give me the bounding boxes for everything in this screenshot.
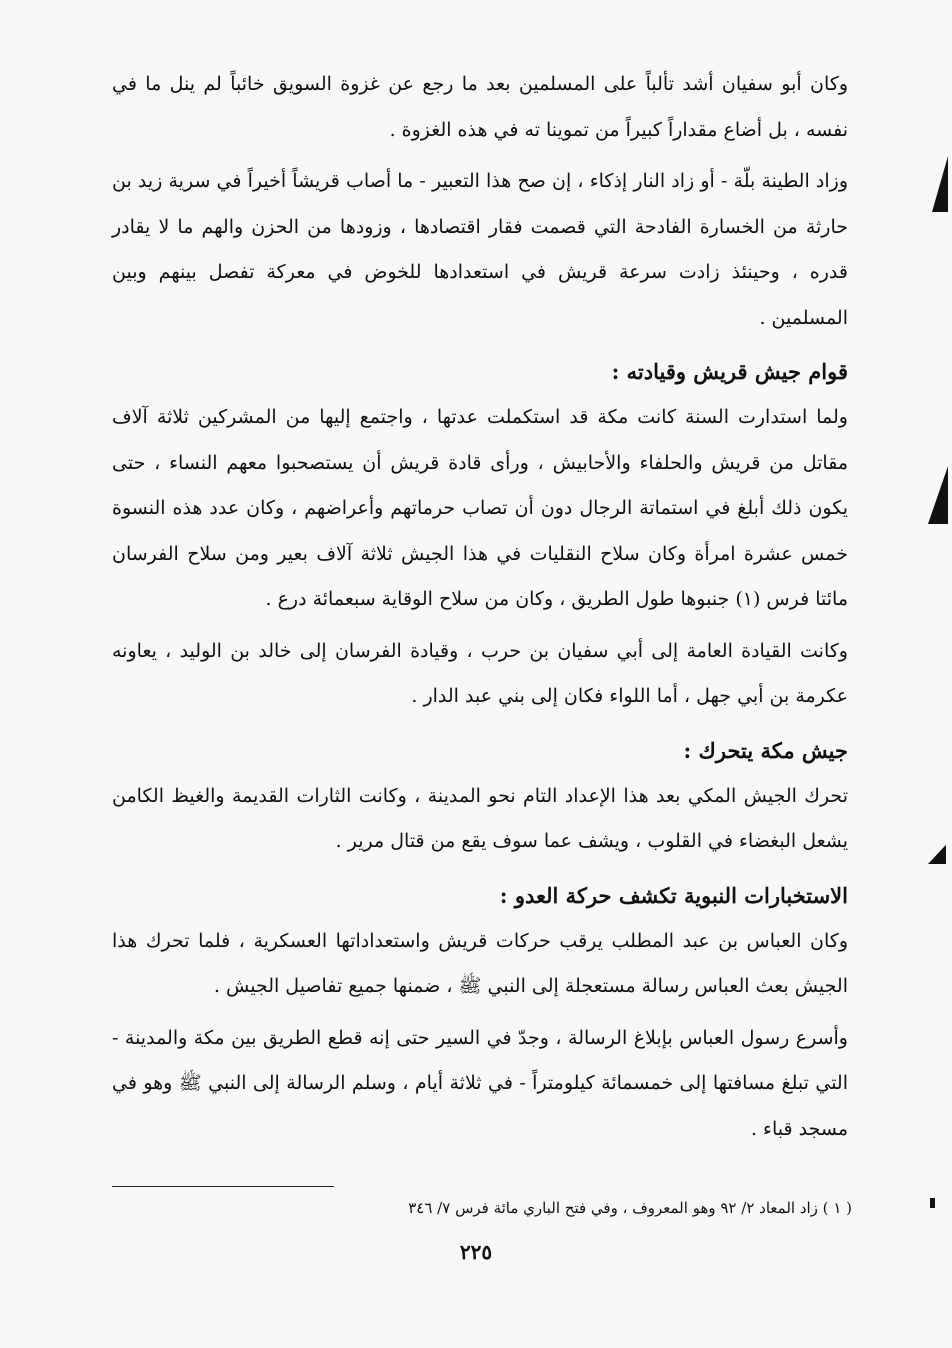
footnote: ( ١ ) زاد المعاد ٢/ ٩٢ وهو المعروف ، وفي فتح الباري مائة فرس ٧/ ٣٤٦ bbox=[408, 1199, 852, 1217]
paragraph-leadership: وكانت القيادة العامة إلى أبي سفيان بن حرب ، وقيادة الفرسان إلى خالد بن الوليد ، يعاونه عكرمة بن أبي جهل ، أما اللواء فكان إلى بني عبد الدار . bbox=[112, 639, 848, 707]
paragraph-abbas-letter: وكان العباس بن عبد المطلب يرقب حركات قريش واستعداداتها العسكرية ، فلما تحرك هذا الجيش بعث العباس رسالة مستعجلة إلى النبي ﷺ ، ضمنها جميع تفاصيل الجيش . bbox=[112, 929, 848, 997]
paragraph-messenger: وأسرع رسول العباس بإبلاغ الرسالة ، وجدّ في السير حتى إنه قطع الطريق بين مكة والمدينة - التي تبلغ مسافتها إلى خمسمائة كيلومتراً - في ثلاثة أيام ، وسلم الرسالة إلى النبي ﷺ وهو في مسجد قباء . bbox=[112, 1026, 848, 1140]
page-number: ٢٢٥ bbox=[459, 1240, 493, 1264]
paragraph-army-composition: ولما استدارت السنة كانت مكة قد استكملت عدتها ، واجتمع إليها من المشركين ثلاثة آلاف مقاتل من قريش والحلفاء والأحابيش ، ورأى قادة قريش أن يستصحبوا معهم النساء ، حتى يكون ذلك أبلغ في استماتة الرجال دون أن تصاب حرماتهم وأعراضهم ، وكان عدد هذه النسوة خمس عشرة امرأة وكان سلاح النقليات في هذا الجيش ثلاثة آلاف بعير ومن سلاح الفرسان مائتا فرس (١) جنبوها طول الطريق ، وكان من سلاح الوقاية سبعمائة درع . bbox=[112, 406, 848, 610]
margin-mark bbox=[930, 1198, 935, 1208]
heading-intelligence: الاستخبارات النبوية تكشف حركة العدو : bbox=[499, 882, 848, 908]
paragraph-abu-sufyan: وكان أبو سفيان أشد تألباً على المسلمين بعد ما رجع عن غزوة السويق خائباً لم ينل ما في نفسه ، بل أضاع مقداراً كبيراً من تموينا ته في هذه الغزوة . bbox=[112, 73, 848, 141]
heading-quraysh-army: قوام جيش قريش وقيادته : bbox=[611, 359, 848, 384]
paragraph-army-moves: تحرك الجيش المكي بعد هذا الإعداد التام نحو المدينة ، وكانت الثارات القديمة والغيظ الكامن يشعل البغضاء في القلوب ، ويشف عما سوف يقع من قتال مرير . bbox=[112, 784, 848, 852]
page-body bbox=[112, 62, 848, 1152]
paragraph-zayd-expedition: وزاد الطينة بلّة - أو زاد النار إذكاء ، إن صح هذا التعبير - ما أصاب قريشاً أخيراً في سرية زيد بن حارثة من الخسارة الفادحة التي قصمت فقار اقتصادها ، وزودها من الحزن والهم ما لا يقادر قدره ، وحينئذ زادت سرعة قريش في استعدادها للخوض في معركة تفصل بينهم وبين المسلمين . bbox=[112, 170, 848, 329]
footnote-divider bbox=[112, 1186, 334, 1187]
margin-mark bbox=[932, 156, 948, 212]
heading-makkah-army-moves: جيش مكة يتحرك : bbox=[683, 737, 848, 763]
margin-mark bbox=[928, 840, 946, 864]
margin-mark bbox=[928, 466, 948, 524]
